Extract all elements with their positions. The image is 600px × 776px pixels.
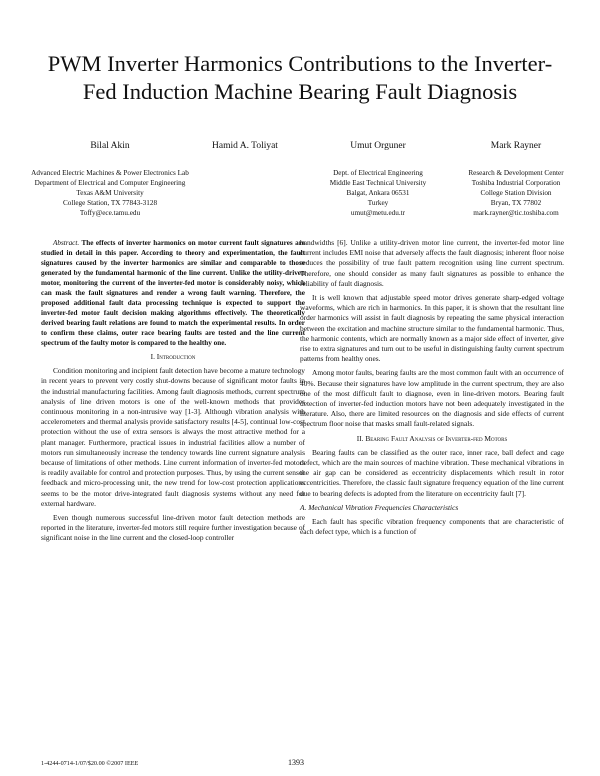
author-3-email: umut@metu.edu.tr <box>350 209 406 217</box>
author-4-email: mark.rayner@tic.toshiba.com <box>473 209 559 217</box>
author-3-line-1: Dept. of Electrical Engineering <box>333 169 423 177</box>
subsection-a-heading: A. Mechanical Vibration Frequencies Characteristics <box>300 502 459 512</box>
section-1-heading: I. Introduction <box>150 352 196 361</box>
right-column <box>300 238 564 541</box>
author-1 <box>20 140 200 218</box>
intro-paragraph-5: Among motor faults, bearing faults are the most common fault with an occurrence of 40%. Because their signatures have low amplitude in the current spectrum, they are also one of the most difficult fault to diagnose, even in line-driven motors. Bearing fault detection of inverter-fed induction motors have not been adequately investigated in the literature. Also, there are limited resources on the diagnosis and side effects of current spectrum floor noise that masks small fault-related signals. <box>300 368 564 429</box>
author-3-name: Umut Orguner <box>350 141 406 151</box>
page-number: 1393 <box>288 758 304 767</box>
abstract-text: The effects of inverter harmonics on motor current fault signatures are studied in detail in this paper. According to theory and experimentation, the fault signatures caused by the inverter harmonics are similar and comparable to those generated by the fundamental harmonic of the line current. Unlike the utility-driven motor, monitoring the current of the inverter-fed motor is considerably noisy, which can mask the fault signatures and render a wrong fault warning. Therefore, the proposed additional fault data processing technique is expected to support the inverter-fed motor fault decision making algorithms effectively. The theoretically derived bearing fault relations are found to match the experimental results. In order to confirm these claims, outer race bearing faults are tested and the line current spectrum of the faulty motor is compared to the healthy one. <box>41 239 305 347</box>
paper-title: PWM Inverter Harmonics Contributions to the Inverter-Fed Induction Machine Bearing Fault Diagnosis <box>47 51 553 104</box>
intro-paragraph-1: Condition monitoring and incipient fault detection have become a mature technology in recent years to prevent very costly shut-downs because of significant motor faults in the industrial manufacturing facilities. Among fault diagnosis methods, current spectrum analysis of line driven motors is one of the well-known methods that provides continuous monitoring in a non-intrusive way [1-3]. Although vibration analysis with accelerometers and thermal analysis provide satisfactory results [4-5], continual low-cost protection without the use of extra sensors is always the most attractive method for a plant manager. Furthermore, practical issues in industrial facilities allow a number of motors run simultaneously increase the tendency towards line current signature analysis because of limitations of other methods. Line current information of inverter-fed motors is readily available for control and protection purposes. Thus, by using the current sensor feedback and micro-processing unit, the new trend for low-cost protection applications seems to be the motor drive-integrated fault diagnosis systems without any need for external hardware. <box>41 366 305 508</box>
author-4 <box>452 140 580 218</box>
author-block <box>20 140 580 226</box>
section-2-heading: II. Bearing Fault Analysis of Inverter-fed Motors <box>356 433 508 443</box>
author-4-line-3: College Station Division <box>480 189 552 197</box>
section-2-paragraph: Bearing faults can be classified as the outer race, inner race, ball defect and cage defect, which are the main sources of machine vibration. These mechanical vibrations in the air gap can be considered as eccentricity displacements which result in rotor eccentricities. Therefore, the classic fault signature frequency equation of the line current due to bearing defects is adopted from the literature on eccentricity fault [7]. <box>300 447 564 498</box>
left-column <box>41 238 305 548</box>
author-1-line-1: Advanced Electric Machines & Power Electronics Lab <box>31 169 189 177</box>
author-1-line-3: Texas A&M University <box>76 189 144 197</box>
copyright-footer: 1-4244-0714-1/07/$20.00 ©2007 IEEE <box>41 760 139 767</box>
author-1-line-4: College Station, TX 77843-3128 <box>62 199 158 207</box>
author-3-line-4: Turkey <box>367 199 389 207</box>
intro-paragraph-3: bandwidths [6]. Unlike a utility-driven motor line current, the inverter-fed motor line current includes EMI noise that adversely affects the fault diagnosis; inherent floor noise reduces the possibility of true fault pattern recognition using line current spectrum. Therefore, one should consider as many fault signatures as possible to enhance the reliability of fault diagnosis. <box>300 238 564 288</box>
author-1-line-2: Department of Electrical and Computer Engineering <box>34 179 186 187</box>
intro-paragraph-4: It is well known that adjustable speed motor drives generate sharp-edged voltage waveforms, which are rich in harmonics. In this paper, it is shown that the resultant line order harmonics will assist in fault diagnosis by repeating the same physical interaction between the excitation and machine structure similar to the fundamental harmonic. Thus, the harmonic contents, which are normally known as a major side effect of inverter, give rise to extra signatures and turn out to be useful in distinguishing faulty current spectrum patterns from healthy ones. <box>300 293 564 364</box>
abstract <box>41 238 305 348</box>
author-4-line-1: Research & Development Center <box>468 169 564 177</box>
author-3 <box>303 140 453 218</box>
author-4-line-4: Bryan, TX 77802 <box>490 199 542 207</box>
subsection-a-paragraph: Each fault has specific vibration frequency components that are characteristic of each defect type, which is a function of <box>300 517 564 537</box>
author-3-line-3: Balgat, Ankara 06531 <box>346 189 410 197</box>
author-4-line-2: Toshiba Industrial Corporation <box>471 179 561 187</box>
author-4-name: Mark Rayner <box>490 141 542 151</box>
author-1-email: Toffy@ece.tamu.edu <box>79 209 141 217</box>
author-1-name: Bilal Akin <box>90 141 130 151</box>
author-2 <box>180 140 310 168</box>
author-2-name: Hamid A. Toliyat <box>212 141 278 151</box>
author-3-line-2: Middle East Technical University <box>329 179 427 187</box>
intro-paragraph-2: Even though numerous successful line-driven motor fault detection methods are reported in the literature, inverter-fed motors still require further investigation because of significant noise in the line current and the closed-loop controller <box>41 513 305 543</box>
abstract-label: Abstract. <box>53 239 80 247</box>
